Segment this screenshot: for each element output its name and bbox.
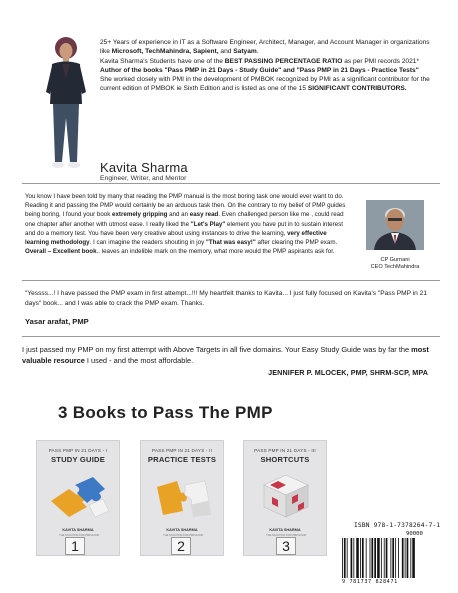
divider bbox=[22, 183, 440, 184]
book-subtitle: THE SOLUTION FOR PMP EXAM bbox=[59, 534, 99, 537]
text-bold: most valuable resource bbox=[22, 345, 429, 366]
puzzle-icon bbox=[47, 471, 111, 519]
barcode-bar bbox=[351, 538, 353, 578]
book-number: 2 bbox=[171, 537, 191, 555]
barcode-bar bbox=[370, 538, 371, 578]
barcode-digits: 9 781737 828471 bbox=[342, 579, 398, 585]
barcode-bar bbox=[405, 538, 406, 578]
book-author: KAVITA SHARMA bbox=[269, 528, 301, 532]
text-run: element you have put in to sustain interest and do a memory test. You have been very creative about using instances to drive the learning, bbox=[25, 220, 343, 237]
book-series: PASS PMP IN 21 DAYS - II bbox=[151, 448, 213, 453]
cp-gurnani-photo bbox=[366, 200, 424, 250]
book-subtitle: THE SOLUTION FOR PMP EXAM bbox=[163, 534, 203, 537]
barcode-bar bbox=[347, 538, 348, 578]
barcode-bar bbox=[377, 538, 380, 578]
bio-text: She worked closely with PMI in the development of PMBOK recognized by PMI as a significant contributor for the current edition of PMBOK ie Sixth Edition and is listed as one of the 15 bbox=[100, 76, 430, 93]
book-title: PRACTICE TESTS bbox=[147, 455, 217, 464]
barcode-bar bbox=[412, 538, 415, 578]
book-subtitle: THE SOLUTION FOR PMP EXAM bbox=[266, 534, 306, 537]
puzzle-pieces-icon bbox=[151, 471, 215, 519]
book-series: PASS PMP IN 21 DAYS - III bbox=[254, 448, 316, 453]
book-number: 3 bbox=[276, 537, 296, 555]
text-run: You know I have been told by many that reading the PMP manual is the most boring task one would ever want to do. Reading it and passing the PMP would certainly be an arduous task then. On the contrary to my belief of PMP guides being boring, I found your book bbox=[25, 193, 346, 219]
barcode-bar bbox=[402, 538, 404, 578]
barcode-bar bbox=[381, 538, 382, 578]
barcode-bar bbox=[384, 538, 385, 578]
bio-text: as per PMI records 2021* bbox=[342, 57, 420, 65]
bio-text: Kavita Sharma's Students have one of the bbox=[100, 57, 225, 65]
cp-signature bbox=[352, 257, 438, 272]
text-bold: "Let's Play" bbox=[190, 220, 226, 228]
barcode-bar bbox=[392, 538, 394, 578]
author-role: Engineer, Writer, and Mentor bbox=[100, 175, 187, 182]
book-title: STUDY GUIDE bbox=[51, 455, 105, 464]
bio-books bbox=[100, 66, 434, 75]
books-heading: 3 Books to Pass The PMP bbox=[58, 403, 273, 422]
barcode-bar bbox=[362, 538, 364, 578]
cp-title: CEO TechMahindra bbox=[370, 264, 420, 271]
testimonial-cp-gurnani bbox=[22, 188, 440, 278]
book-cover-practice-tests bbox=[140, 440, 224, 556]
divider bbox=[22, 280, 440, 281]
text-bold: "That was easy!" bbox=[205, 239, 256, 247]
barcode-bar bbox=[371, 538, 373, 578]
bio-pmbok bbox=[100, 75, 434, 94]
book-cover-shortcuts bbox=[243, 440, 327, 556]
text-run: I just passed my PMP on my first attempt with Above Targets in all five domains. Your Easy Study Guide was by far the bbox=[22, 345, 412, 354]
barcode-bar bbox=[398, 538, 399, 578]
book-author: KAVITA SHARMA bbox=[166, 528, 198, 532]
barcode-bar bbox=[366, 538, 367, 578]
text-run: .. leaves an indelible mark on the memory, what more would the PMP aspirants ask for. bbox=[96, 248, 335, 256]
book-cover-study-guide bbox=[36, 440, 120, 556]
author-section bbox=[36, 34, 436, 182]
barcode-bar bbox=[410, 538, 411, 578]
text-bold: very effective learning methodology bbox=[25, 229, 327, 247]
book-number: 1 bbox=[65, 537, 85, 555]
text-run: . I can imagine the readers shouting in joy bbox=[89, 239, 206, 247]
barcode-bar bbox=[353, 538, 354, 578]
text-run: . Even challenged person like me , could read one chapter after another with utmost ease. I really liked the bbox=[25, 211, 344, 228]
author-bio bbox=[100, 38, 434, 94]
bio-ratio: BEST PASSING PERCENTAGE RATIO bbox=[224, 57, 343, 65]
isbn-label: ISBN 978-1-7378264-7-1 bbox=[354, 522, 441, 529]
testimonial-yasar bbox=[22, 284, 440, 334]
cube-icon bbox=[254, 471, 318, 519]
testimonial-text bbox=[25, 192, 347, 256]
testimonial-text: "Yessss...! I have passed the PMP exam in first attempt...!!! My heartfelt thanks to Kavita... I just fully focused on Kavita's "Pass PMP in 21 days" book... and I was able to crack the PMP exam. Thanks. bbox=[25, 290, 427, 307]
barcode-bar bbox=[407, 538, 409, 578]
book-title: SHORTCUTS bbox=[260, 455, 310, 464]
barcode-bar bbox=[360, 538, 361, 578]
barcode-bar bbox=[356, 538, 359, 578]
text-run: after clearing the PMP exam. bbox=[255, 239, 338, 247]
barcode-bars bbox=[340, 538, 440, 578]
text-bold: easy read bbox=[189, 211, 219, 219]
barcode-bar bbox=[395, 538, 396, 578]
testimonial-text bbox=[22, 344, 440, 366]
testimonial-author: Yasar arafat, PMP bbox=[25, 317, 89, 326]
text-bold: extremely gripping bbox=[112, 211, 168, 219]
barcode-bar bbox=[344, 538, 346, 578]
author-name: Kavita Sharma bbox=[100, 160, 188, 175]
bio-orgs: Microsoft, TechMahindra, Sapient, bbox=[111, 48, 219, 56]
barcode-bar bbox=[342, 538, 343, 578]
author-photo bbox=[36, 34, 96, 180]
bio-students bbox=[100, 57, 434, 66]
text-run: and an bbox=[167, 211, 190, 219]
divider bbox=[22, 336, 440, 337]
barcode-bar bbox=[374, 538, 376, 578]
testimonial-author: JENNIFER P. MLOCEK, PMP, SHRM-SCP, MPA bbox=[268, 368, 428, 377]
bio-text: 25+ Years of experience in IT as a Software Engineer, Architect, Manager, and Account Manager in organizations like bbox=[100, 39, 430, 56]
price-code: 90000 bbox=[406, 531, 423, 537]
book-series: PASS PMP IN 21 DAYS - I bbox=[48, 448, 108, 453]
bio-text: and bbox=[218, 48, 234, 56]
cp-name: CP Gurnani bbox=[380, 257, 410, 263]
bio-experience: 25+ Years of experience in IT as a Software Engineer, Architect, Manager, and Account Manager in organizations like Microsoft, TechMahindra, Sapient, and Satyam. bbox=[100, 39, 430, 56]
barcode-bar bbox=[390, 538, 391, 578]
text-bold: Overall – Excellent book bbox=[25, 248, 97, 256]
text-run: I used - and the most affordable. bbox=[84, 356, 194, 366]
bio-org-last: Satyam bbox=[233, 48, 257, 56]
bio-contributors: SIGNIFICANT CONTRIBUTORS. bbox=[307, 85, 407, 93]
testimonial-jennifer bbox=[22, 344, 440, 392]
bio-books-text: Author of the books "Pass PMP in 21 Days - Study Guide" and "Pass PMP in 21 Days - Practice Tests" bbox=[100, 66, 419, 74]
barcode-bar bbox=[386, 538, 388, 578]
isbn-barcode bbox=[338, 522, 442, 588]
book-author: KAVITA SHARMA bbox=[62, 528, 94, 532]
